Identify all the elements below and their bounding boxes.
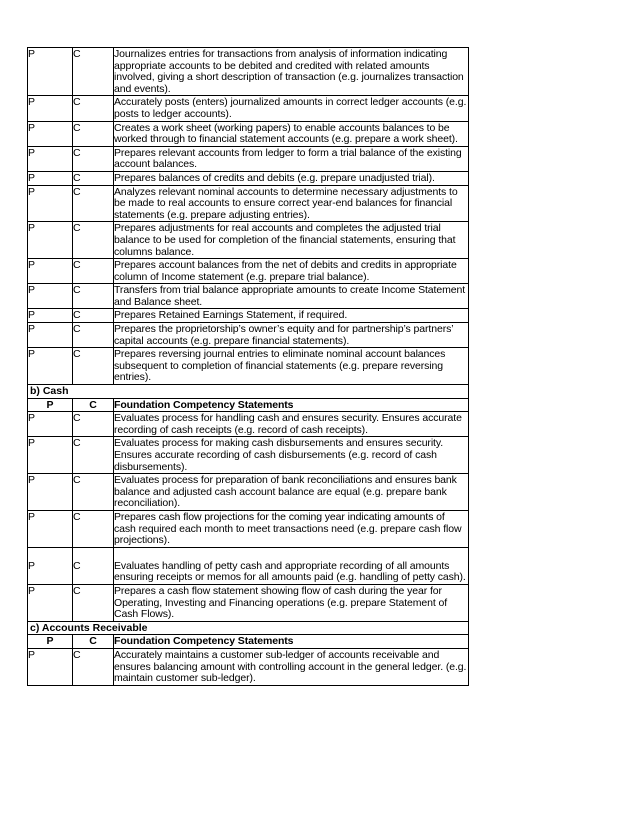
c-cell: C: [73, 648, 114, 685]
p-cell: P: [28, 412, 73, 437]
table-row: [28, 437, 469, 474]
p-cell: P: [28, 309, 73, 323]
c-cell: C: [73, 48, 114, 96]
table-row: [28, 96, 469, 121]
section-heading-accounts-receivable: [28, 621, 469, 635]
table-row: [28, 547, 469, 584]
competency-table: [27, 47, 469, 686]
c-cell: C: [73, 96, 114, 121]
p-cell: P: [28, 146, 73, 171]
table-row: [28, 284, 469, 309]
header-c: C: [73, 398, 114, 412]
p-cell: P: [28, 48, 73, 96]
c-cell: C: [73, 284, 114, 309]
statement-text: Evaluates process for making cash disbursements and ensures security. Ensures accurate recording of cash disbursements (e.g. record of cash disbursements).: [114, 437, 469, 474]
statement-text: Prepares relevant accounts from ledger to form a trial balance of the existing account balances.: [114, 146, 469, 171]
p-cell: [28, 547, 73, 584]
statement-text: Journalizes entries for transactions from analysis of information indicating appropriate accounts to be debited and credited with related amounts involved, giving a short description of transaction (e.g. journalizes transaction and events).: [114, 48, 469, 96]
section-title: b) Cash: [28, 385, 469, 399]
c-cell: C: [73, 348, 114, 385]
statement-text: Prepares account balances from the net of debits and credits in appropriate column of Income statement (e.g. prepare trial balance).: [114, 259, 469, 284]
p-cell: P: [28, 121, 73, 146]
section-title: c) Accounts Receivable: [28, 621, 469, 635]
c-cell: C: [73, 259, 114, 284]
c-cell: C: [73, 309, 114, 323]
p-cell: P: [28, 648, 73, 685]
table-row: [28, 121, 469, 146]
p-cell: P: [28, 510, 73, 547]
header-p: P: [28, 635, 73, 649]
c-cell: C: [73, 323, 114, 348]
header-title: Foundation Competency Statements: [114, 635, 469, 649]
p-cell: P: [28, 96, 73, 121]
p-cell: P: [28, 474, 73, 511]
c-cell: C: [73, 121, 114, 146]
p-cell: P: [28, 437, 73, 474]
c-cell: [73, 547, 114, 584]
statement-text: Prepares balances of credits and debits (e.g. prepare unadjusted trial).: [114, 171, 469, 185]
p-cell: P: [28, 348, 73, 385]
statement-text: Accurately maintains a customer sub-ledger of accounts receivable and ensures balancing amount with controlling account in the general ledger. (e.g. maintain customer sub-ledger).: [114, 648, 469, 685]
table-row: [28, 259, 469, 284]
statement-text-content: Evaluates handling of petty cash and appropriate recording of all amounts ensuring receipts or memos for all amounts paid (e.g. handling of petty cash).: [114, 559, 466, 584]
statement-text: Prepares reversing journal entries to eliminate nominal account balances subsequent to completion of financial statements (e.g. prepare reversing entries).: [114, 348, 469, 385]
table-row: [28, 146, 469, 171]
column-header-row: [28, 635, 469, 649]
table-row: [28, 648, 469, 685]
header-c: C: [73, 635, 114, 649]
table-row: [28, 309, 469, 323]
p-cell: P: [28, 185, 73, 222]
c-cell: C: [73, 222, 114, 259]
p-cell: P: [28, 259, 73, 284]
table-row: [28, 222, 469, 259]
table-row: [28, 171, 469, 185]
c-label: C: [73, 559, 81, 572]
p-cell: P: [28, 323, 73, 348]
c-cell: C: [73, 437, 114, 474]
statement-text: Prepares a cash flow statement showing flow of cash during the year for Operating, Investing and Financing operations (e.g. prepare Statement of Cash Flows).: [114, 584, 469, 621]
table-row: [28, 48, 469, 96]
table-row: [28, 474, 469, 511]
c-cell: C: [73, 185, 114, 222]
p-cell: P: [28, 222, 73, 259]
statement-text: [114, 547, 469, 584]
p-cell: P: [28, 584, 73, 621]
p-cell: P: [28, 171, 73, 185]
statement-text: Prepares cash flow projections for the coming year indicating amounts of cash required each month to meet transactions need (e.g. prepare cash flow projections).: [114, 510, 469, 547]
statement-text: Transfers from trial balance appropriate amounts to create Income Statement and Balance sheet.: [114, 284, 469, 309]
section-heading-cash: [28, 385, 469, 399]
statement-text: Creates a work sheet (working papers) to enable accounts balances to be worked through to financial statement accounts (e.g. prepare a work sheet).: [114, 121, 469, 146]
statement-text: Prepares Retained Earnings Statement, if required.: [114, 309, 469, 323]
header-title: Foundation Competency Statements: [114, 398, 469, 412]
c-cell: C: [73, 171, 114, 185]
table-row: [28, 412, 469, 437]
p-label: P: [28, 559, 36, 572]
table-row: [28, 323, 469, 348]
statement-text: Evaluates process for handling cash and ensures security. Ensures accurate recording of cash receipts (e.g. record of cash receipts).: [114, 412, 469, 437]
c-cell: C: [73, 584, 114, 621]
statement-text: Prepares adjustments for real accounts and completes the adjusted trial balance to be used for completion of the financial statements, ensuring that columns balance.: [114, 222, 469, 259]
statement-text: Analyzes relevant nominal accounts to determine necessary adjustments to be made to real accounts to ensure correct year-end balances for financial statements (e.g. prepare adjusting entries).: [114, 185, 469, 222]
c-cell: C: [73, 412, 114, 437]
table-row: [28, 584, 469, 621]
statement-text: Accurately posts (enters) journalized amounts in correct ledger accounts (e.g. posts to ledger accounts).: [114, 96, 469, 121]
statement-text: Evaluates process for preparation of bank reconciliations and ensures bank balance and adjusted cash account balance are equal (e.g. prepare bank reconciliation).: [114, 474, 469, 511]
table-row: [28, 348, 469, 385]
statement-text: Prepares the proprietorship’s owner’s equity and for partnership’s partners’ capital accounts (e.g. prepare financial statements).: [114, 323, 469, 348]
c-cell: C: [73, 146, 114, 171]
c-cell: C: [73, 474, 114, 511]
table-row: [28, 185, 469, 222]
p-cell: P: [28, 284, 73, 309]
table-row: [28, 510, 469, 547]
header-p: P: [28, 398, 73, 412]
column-header-row: [28, 398, 469, 412]
c-cell: C: [73, 510, 114, 547]
